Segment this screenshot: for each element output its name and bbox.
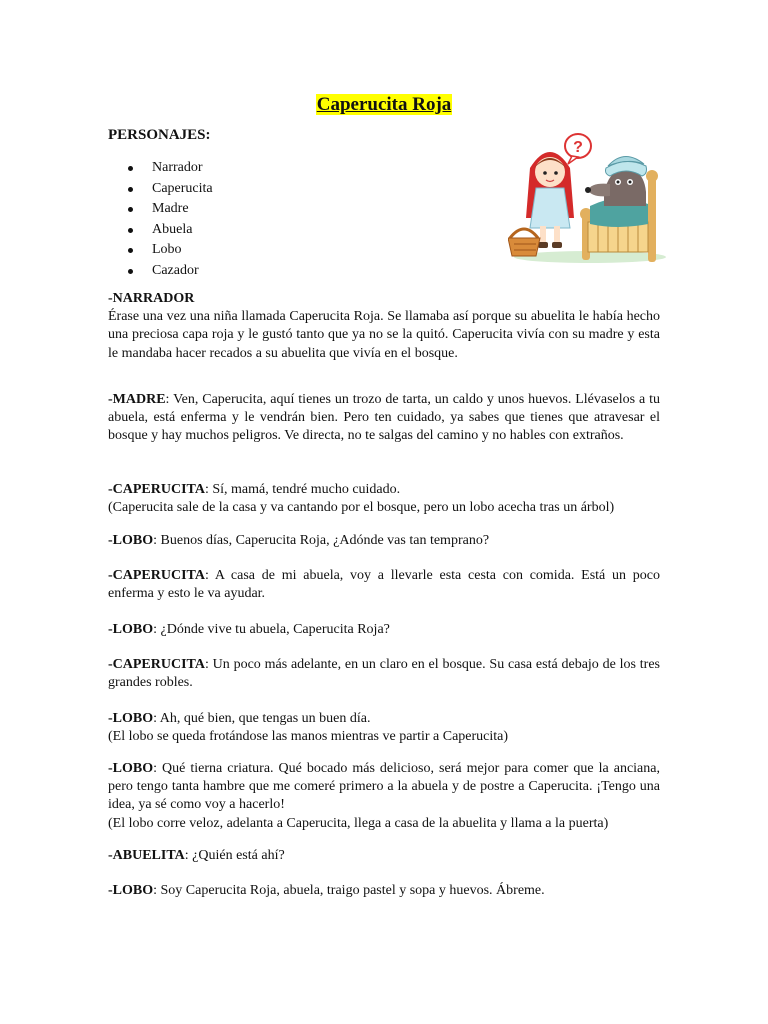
dialogue-block — [108, 760, 660, 833]
dialogue-block — [108, 532, 660, 550]
dialogue-block — [108, 391, 660, 446]
dialogue-text: : ¿Dónde vive tu abuela, Caperucita Roja? — [153, 622, 390, 637]
speaker-label: -NARRADOR — [108, 291, 195, 306]
dialogue-text: Érase una vez una niña llamada Caperucita Roja. Se llamaba así porque su abuelita le había hecho una preciosa capa roja y le gustó tanto que ya no se la quitó. Caperucita vivía con su madre y esta le mandaba hacer recados a su abuelita que vivía en el bosque. — [108, 309, 660, 361]
list-item: Abuela — [128, 220, 213, 241]
speaker-label: -ABUELITA — [108, 848, 185, 863]
speaker-label: -CAPERUCITA — [108, 568, 205, 583]
speaker-label: -CAPERUCITA — [108, 657, 205, 672]
speaker-label: -CAPERUCITA — [108, 482, 205, 497]
dialogue-block — [108, 621, 660, 639]
list-item: Lobo — [128, 240, 213, 261]
narrator-block — [108, 290, 660, 363]
dialogue-text: : Soy Caperucita Roja, abuela, traigo pastel y sopa y huevos. Ábreme. — [153, 883, 545, 898]
characters-list — [128, 158, 213, 282]
dialogue-block — [108, 882, 660, 900]
speaker-label: -LOBO — [108, 622, 154, 637]
speaker-label: -LOBO — [108, 883, 154, 898]
dialogue-text: : ¿Quién está ahí? — [184, 848, 285, 863]
list-item: Madre — [128, 199, 213, 220]
dialogue-block — [108, 567, 660, 603]
little-red-riding-hood-illustration — [508, 126, 668, 268]
dialogue-text: : Qué tierna criatura. Qué bocado más delicioso, será mejor para comer que la anciana, pero tengo tanta hambre que me comeré primero a la abuela y de postre a Caperucita. ¡Tengo una idea, ya sé como voy a hacerlo! — [108, 761, 660, 813]
dialogue-text: : Buenos días, Caperucita Roja, ¿Adónde vas tan temprano? — [153, 533, 490, 548]
speaker-label: -MADRE — [108, 392, 166, 407]
dialogue-block — [108, 481, 660, 517]
stage-direction: (Caperucita sale de la casa y va cantando por el bosque, pero un lobo acecha tras un árbol) — [108, 500, 615, 516]
list-item: Cazador — [128, 261, 213, 282]
list-item: Narrador — [128, 158, 213, 179]
speaker-label: -LOBO — [108, 761, 154, 776]
characters-heading: PERSONAJES: — [108, 127, 211, 143]
speaker-label: -LOBO — [108, 533, 154, 548]
dialogue-block — [108, 656, 660, 692]
dialogue-text: : Ven, Caperucita, aquí tienes un trozo de tarta, un caldo y unos huevos. Llévaselos a tu abuela, está enferma y le vendrán bien. Pero ten cuidado, ya sabes que tienes que atravesar el bosque y hay muchos peligros. Ve directa, no te salgas del camino y no hables con extraños. — [108, 392, 660, 444]
dialogue-text: : Sí, mamá, tendré mucho cuidado. — [204, 482, 401, 497]
dialogue-text: : Ah, qué bien, que tengas un buen día. — [153, 711, 371, 726]
stage-direction: (El lobo corre veloz, adelanta a Caperucita, llega a casa de la abuelita y llama a la puerta) — [108, 815, 609, 831]
document-title: Caperucita Roja — [316, 94, 452, 115]
dialogue-block — [108, 847, 660, 865]
question-mark-text: ? — [573, 139, 583, 156]
list-item: Caperucita — [128, 179, 213, 200]
question-mark-icon — [565, 134, 591, 164]
dialogue-block — [108, 710, 660, 746]
dialogue-text: : A casa de mi abuela, voy a llevarle esta cesta con comida. Está un poco enferma y esto le va ayudar. — [108, 568, 660, 602]
stage-direction: (El lobo se queda frotándose las manos mientras ve partir a Caperucita) — [108, 729, 509, 745]
dialogue-text: : Un poco más adelante, en un claro en el bosque. Su casa está debajo de los tres grandes robles. — [108, 657, 660, 691]
speaker-label: -LOBO — [108, 711, 154, 726]
